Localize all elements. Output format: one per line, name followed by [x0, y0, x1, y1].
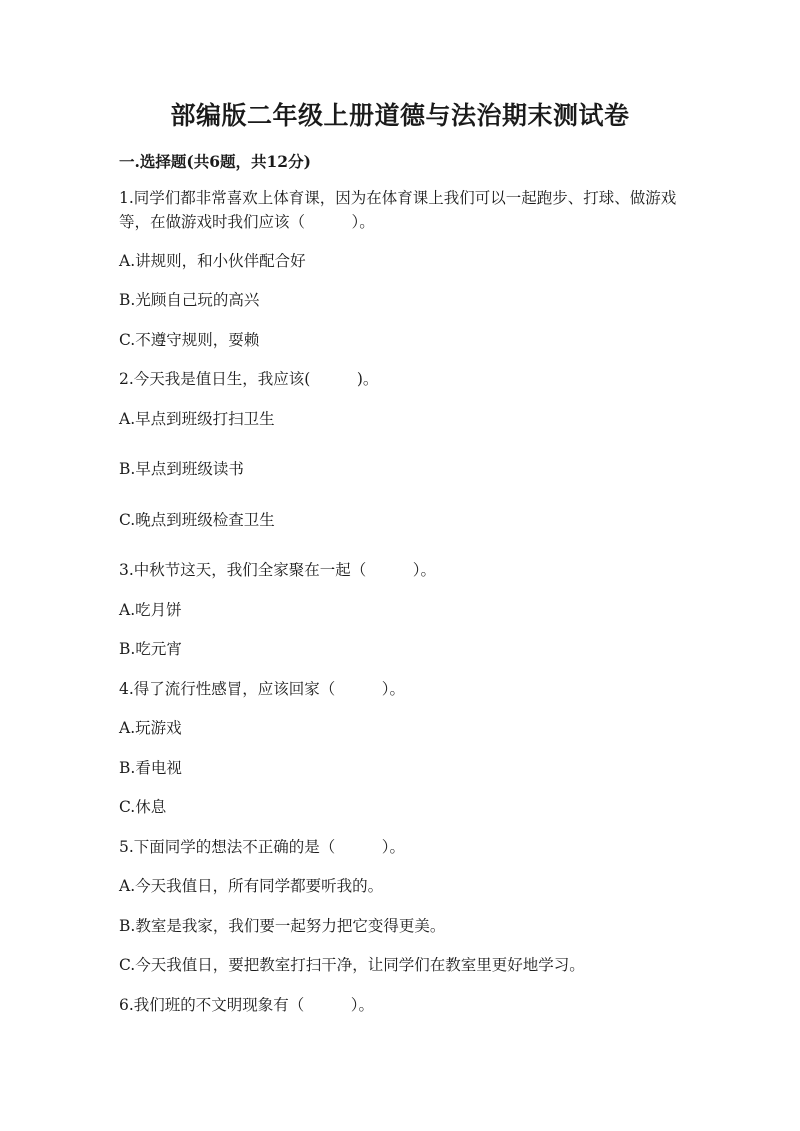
- question-stem: 5.下面同学的想法不正确的是（ ）。: [119, 838, 406, 856]
- question-stem: 3.中秋节这天，我们全家聚在一起（ ）。: [119, 561, 437, 579]
- option-item: B.早点到班级读书: [119, 460, 244, 478]
- option-item: A.早点到班级打扫卫生: [119, 410, 275, 428]
- question-stem: 6.我们班的不文明现象有（ ）。: [119, 996, 375, 1014]
- option-item: A.玩游戏: [119, 719, 182, 737]
- question-stem: 2.今天我是值日生，我应该( )。: [119, 370, 379, 388]
- page-title: 部编版二年级上册道德与法治期末测试卷: [170, 101, 630, 130]
- option-item: A.讲规则，和小伙伴配合好: [119, 252, 306, 270]
- option-item: C.休息: [119, 798, 167, 816]
- option-item: B.光顾自己玩的高兴: [119, 291, 260, 309]
- option-item: A.吃月饼: [119, 601, 182, 619]
- option-item: C.不遵守规则，耍赖: [119, 331, 260, 349]
- option-item: B.看电视: [119, 759, 182, 777]
- option-item: C.晚点到班级检查卫生: [119, 511, 275, 529]
- option-item: A.今天我值日，所有同学都要听我的。: [119, 877, 384, 895]
- option-item: B.吃元宵: [119, 640, 182, 658]
- section-heading: 一.选择题(共6题，共12分): [119, 152, 311, 171]
- option-item: B.教室是我家，我们要一起努力把它变得更美。: [119, 917, 446, 935]
- question-stem: 4.得了流行性感冒，应该回家（ ）。: [119, 680, 406, 698]
- question-stem: 1.同学们都非常喜欢上体育课，因为在体育课上我们可以一起跑步、打球、做游戏等，在做游戏时我们应该（ ）。: [119, 189, 677, 231]
- option-item: C.今天我值日，要把教室打扫干净，让同学们在教室里更好地学习。: [119, 956, 585, 974]
